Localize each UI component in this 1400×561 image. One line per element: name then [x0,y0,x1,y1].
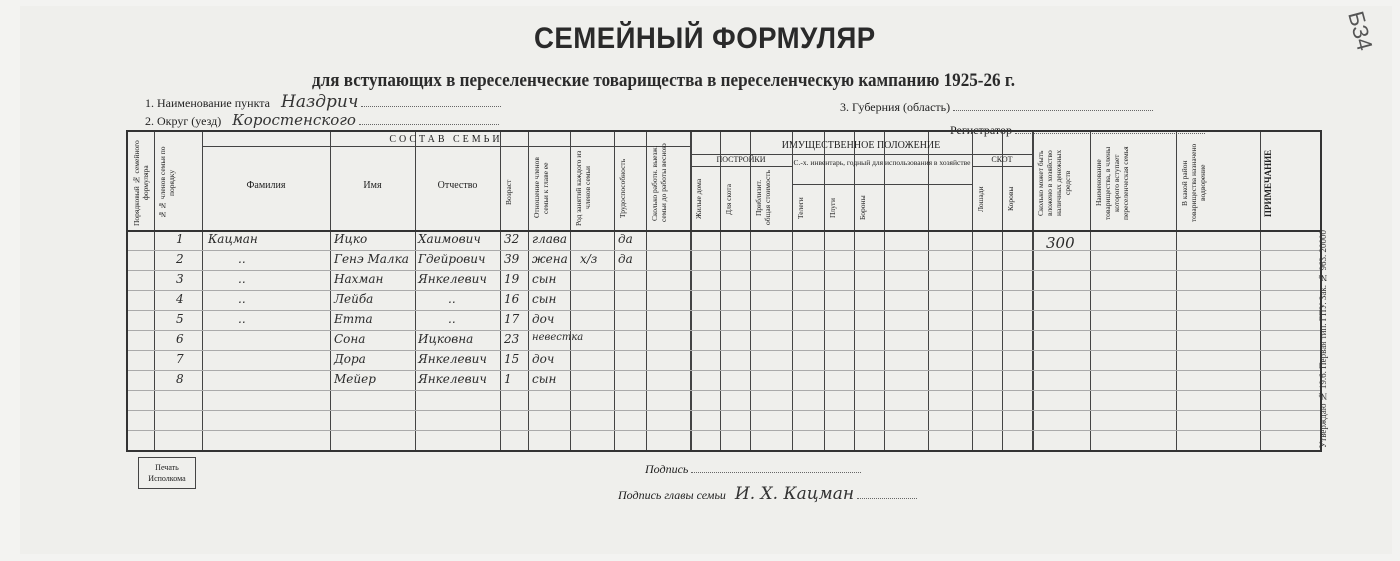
col-property-group: ИМУЩЕСТВЕННОЕ ПОЛОЖЕНИЕ [781,140,941,151]
row-surname: .. [238,272,246,286]
province-dots [953,100,1153,111]
col-ploughs: Плуги [828,198,837,218]
col-money: Сколько может быть вложено в хозяйство наличных денежных средств [1036,149,1072,217]
head-signature-dots [857,488,917,499]
row-relation: сын [532,272,557,286]
row-age: 1 [504,372,512,386]
row-name: Лейба [334,292,374,306]
signature-field [645,462,861,477]
signature-dots [691,462,861,473]
row-relation: доч [532,312,555,326]
district-dots [359,114,499,125]
head-signature-value: И. Х. Кацман [734,484,855,504]
row-labor: да [618,232,633,246]
row-number: 7 [176,352,184,366]
col-buildings: ПОСТРОЙКИ [716,155,766,164]
row-patronymic: Янкелевич [418,352,487,366]
district-label: 2. Округ (уезд) [145,114,222,128]
col-labor: Трудоспособность [618,158,627,218]
col-cows: Коровы [1006,186,1015,212]
col-horses: Лошади [976,186,985,212]
col-member-no: №№ членов семьи по порядку [158,146,176,220]
col-note: ПРИМЕЧАНИЕ [1263,149,1273,217]
row-relation: глава [532,232,567,246]
point-dots [361,96,501,107]
registrar-label: Регистратор [950,123,1013,137]
row-patronymic: Хаимович [418,232,481,246]
col-family-group: СОСТАВ СЕМЬИ [389,134,503,145]
col-relation: Отношение членов семьи к главе ее [532,157,550,219]
row-age: 39 [504,252,520,266]
row-number: 8 [176,372,184,386]
row-number: 6 [176,332,184,346]
province-field [840,100,1153,115]
row-number: 3 [176,272,184,286]
col-work-away: Сколько работн. выезж. семьи до работы весною [650,143,668,223]
col-livestock: СКОТ [991,155,1013,164]
row-patronymic: Гдейрович [418,252,486,266]
row-name: Нахман [334,272,384,286]
row-age: 17 [504,312,520,326]
col-name: Имя [363,180,382,191]
head-signature-field [618,484,917,504]
col-houses: Жилые дома [694,178,703,220]
row-patronymic: Янкелевич [418,272,487,286]
row-patronymic: Ицковна [418,332,474,346]
row-labor: да [618,252,633,266]
row-name: Ицко [334,232,368,246]
family-table [126,130,1322,452]
row-name: Генэ Малка [334,252,409,266]
stamp-label: Печать Исполкома [148,463,186,483]
row-number: 2 [176,252,184,266]
row-name: Мейер [334,372,376,386]
row-relation: жена [532,252,568,266]
document-subtitle: для вступающих в переселенческие товарищества в переселенческую кампанию 1925-26 г. [312,70,1015,91]
row-age: 19 [504,272,520,286]
row-name: Сона [334,332,366,346]
row-relation: доч [532,352,555,366]
corner-mark: БЗ4 [1343,8,1378,54]
row-patronymic: .. [448,292,456,306]
district-field [145,111,499,129]
stamp-box [138,457,196,489]
col-approx-value: Приблизит. общая стоимость [754,170,772,226]
row-number: 4 [176,292,184,306]
row-relation: сын [532,292,557,306]
col-region: В какой район товарищества назначено водворение [1180,143,1207,223]
province-label: 3. Губерния (область) [840,100,951,114]
row-relation: сын [532,372,557,386]
row-age: 32 [504,232,520,246]
district-value: Коростенского [232,111,356,129]
col-carts: Телеги [796,197,805,219]
print-side-text: Утверждаю № 19.6. Первая тип. ГПУ. Зак. № 963. 20000 [1318,230,1328,449]
col-barns: Для скота [724,183,733,215]
row-age: 15 [504,352,520,366]
col-harrows: Бороны [858,195,867,221]
point-label: 1. Наименование пункта [145,96,270,110]
col-patronymic: Отчество [437,180,478,191]
head-signature-label: Подпись главы семьи [618,488,726,502]
signature-label: Подпись [645,462,689,476]
col-surname: Фамилия [246,180,286,191]
document-title: СЕМЕЙНЫЙ ФОРМУЛЯР [534,22,876,55]
row-patronymic: .. [448,312,456,326]
col-age: Возраст [504,179,513,205]
row-name: Етта [334,312,373,326]
row-occupation: х/з [580,252,598,266]
col-occupation: Род занятий каждого из членов семьи [574,150,592,226]
row-patronymic: Янкелевич [418,372,487,386]
row-surname: .. [238,312,246,326]
money-value: 300 [1046,234,1075,252]
row-surname: .. [238,292,246,306]
row-name: Дора [334,352,366,366]
row-age: 16 [504,292,520,306]
row-number: 1 [176,232,184,246]
row-surname: .. [238,252,246,266]
point-value: Наздрич [281,92,359,112]
point-field [145,92,501,112]
row-surname: Кацман [208,232,258,246]
row-relation: невестка [532,332,584,343]
row-number: 5 [176,312,184,326]
col-order-no: Порядковый № семейного формуляра [132,140,150,226]
col-partnership: Наименование товарищества, в члены которого вступает переселенческая семья [1094,146,1130,220]
col-inventory: С.-х. инвентарь, годный для использования в хозяйстве [793,158,971,167]
row-age: 23 [504,332,520,346]
